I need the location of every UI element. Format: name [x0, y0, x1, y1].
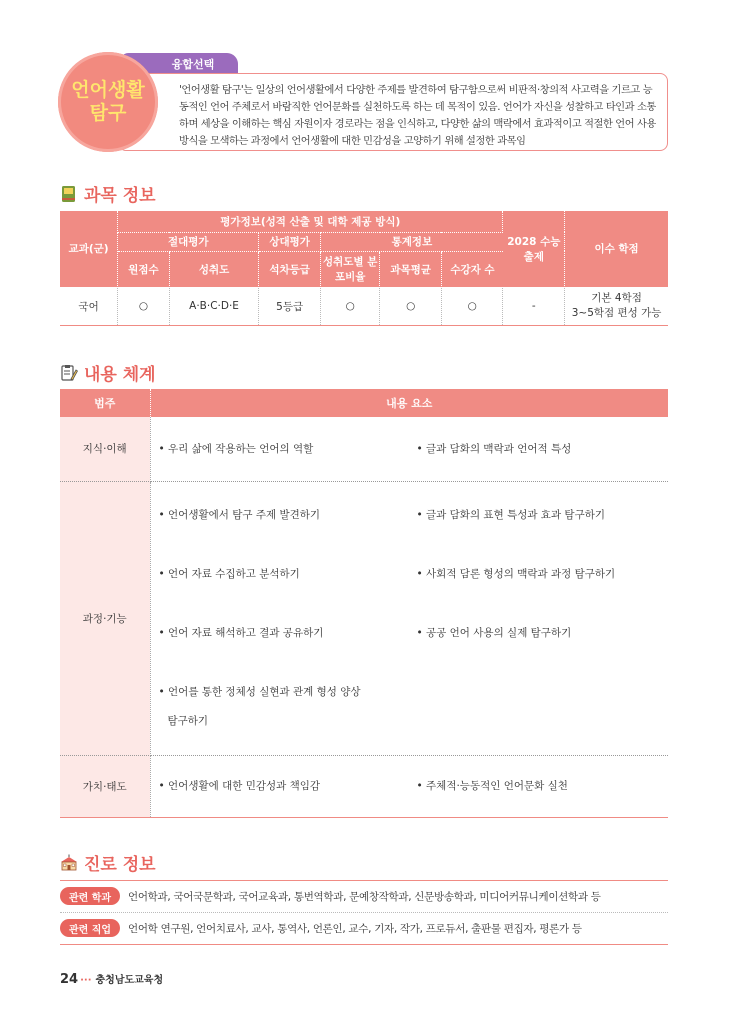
divider [60, 944, 668, 945]
list-item: • 우리 삶에 작용하는 언어의 역할 [158, 442, 314, 455]
th-eval-info: 평가정보(성적 산출 및 대학 제공 방식) [118, 211, 503, 232]
th-credits: 이수 학점 [565, 211, 668, 287]
list-item: • 언어생활에 대한 민감성과 책임감 [158, 780, 321, 792]
list-item: • 언어 자료 해석하고 결과 공유하기 [158, 626, 324, 639]
related-job-text: 언어학 연구원, 언어치료사, 교사, 통역사, 언론인, 교수, 기자, 작가, 프로듀서, 출판물 편집자, 평론가 등 [128, 922, 582, 935]
subject-category-tag: 융합선택 [118, 53, 238, 75]
career-info-title: 진로 정보 [84, 855, 156, 875]
category-knowledge: 지식·이해 [60, 417, 150, 481]
related-dept-text: 언어학과, 국어국문학과, 국어교육과, 통번역학과, 문예창작학과, 신문방송학과, 미디어커뮤니케이션학과 등 [128, 890, 601, 903]
table-row [60, 481, 668, 755]
cell-achievement: A·B·C·D·E [169, 287, 259, 325]
th-group: 교과(군) [60, 211, 118, 287]
category-process: 과정·기능 [60, 481, 150, 755]
table-row [60, 287, 668, 325]
footer-org: 충청남도교육청 [95, 975, 164, 986]
related-dept-badge: 관련 학과 [60, 887, 120, 905]
subject-info-heading [60, 181, 156, 206]
list-item: • 사회적 담론 형성의 맥락과 과정 탐구하기 [416, 567, 616, 580]
credits-line2: 3~5학점 편성 가능 [571, 307, 662, 319]
list-item: • 글과 담화의 표현 특성과 효과 탐구하기 [416, 508, 606, 521]
school-icon [60, 854, 78, 872]
cell-rank: 5등급 [259, 287, 321, 325]
subject-title-line1: 언어생활 [71, 79, 145, 101]
list-item: • 주체적·능동적인 언어문화 실천 [416, 780, 568, 792]
th-relative: 상대평가 [259, 232, 321, 251]
category-values: 가치·태도 [60, 755, 150, 817]
th-stats: 통계정보 [320, 232, 503, 251]
cell-avg: ○ [380, 287, 442, 325]
page-footer [60, 971, 163, 987]
related-job-row [60, 913, 668, 943]
clipboard-pencil-icon [60, 364, 78, 382]
content-system-heading [60, 360, 156, 385]
cell-dist: ○ [320, 287, 380, 325]
th-csat: 2028 수능 출제 [503, 211, 565, 287]
subject-description-box [118, 73, 668, 151]
th-absolute: 절대평가 [118, 232, 259, 251]
th-rank: 석차등급 [259, 251, 321, 287]
related-dept-row [60, 881, 668, 911]
cell-group: 국어 [60, 287, 118, 325]
cell-csat: - [503, 287, 565, 325]
table-row [60, 755, 668, 817]
cell-credits [565, 287, 668, 325]
th-avg: 과목평균 [380, 251, 442, 287]
related-job-badge: 관련 직업 [60, 919, 120, 937]
th-dist: 성취도별 분포비율 [320, 251, 380, 287]
list-item-continuation: 탐구하기 [167, 714, 209, 727]
th-achievement: 성취도 [169, 251, 259, 287]
th-elements: 내용 요소 [150, 389, 668, 417]
subject-description: '언어생활 탐구'는 일상의 언어생활에서 다양한 주제를 발견하여 탐구함으로써 비판적·창의적 사고력을 기르고 능동적인 언어 주체로서 바람직한 언어문화를 실천하도록 하는 데 목적이 있음. 언어가 자신을 성찰하고 타인과 소통하며 세상을 이해하는 핵심 자원이자 경로라는 점을 인식하고, 다양한 삶의 맥락에서 효과적이고 적절한 언어 사용 방식을 모색하는 과정에서 언어생활에 대한 민감성을 고양하기 위해 설정한 과목임 [179, 85, 656, 147]
list-item: • 언어를 통한 정체성 실현과 관계 형성 양상 [158, 685, 361, 698]
list-item: • 글과 담화의 맥락과 언어적 특성 [416, 442, 572, 455]
th-count: 수강자 수 [441, 251, 503, 287]
th-raw-score: 원점수 [118, 251, 170, 287]
content-system-table [60, 389, 668, 818]
subject-title-badge [58, 52, 158, 152]
list-item: • 언어생활에서 탐구 주제 발견하기 [158, 508, 321, 521]
subject-title-line2: 탐구 [89, 102, 127, 124]
subject-info-title: 과목 정보 [84, 186, 156, 206]
content-system-title: 내용 체계 [84, 365, 156, 385]
career-info-heading [60, 850, 156, 875]
credits-line1: 기본 4학점 [591, 292, 642, 304]
list-item: • 언어 자료 수집하고 분석하기 [158, 567, 300, 580]
book-icon [60, 185, 78, 203]
list-item: • 공공 언어 사용의 실제 탐구하기 [416, 626, 572, 639]
list-item [417, 683, 667, 701]
table-row [60, 417, 668, 481]
footer-dots: ··· [80, 975, 92, 986]
subject-info-table [60, 211, 668, 326]
page-number: 24 [60, 972, 79, 987]
cell-raw-score: ○ [118, 287, 170, 325]
cell-count: ○ [441, 287, 503, 325]
th-category: 범주 [60, 389, 150, 417]
